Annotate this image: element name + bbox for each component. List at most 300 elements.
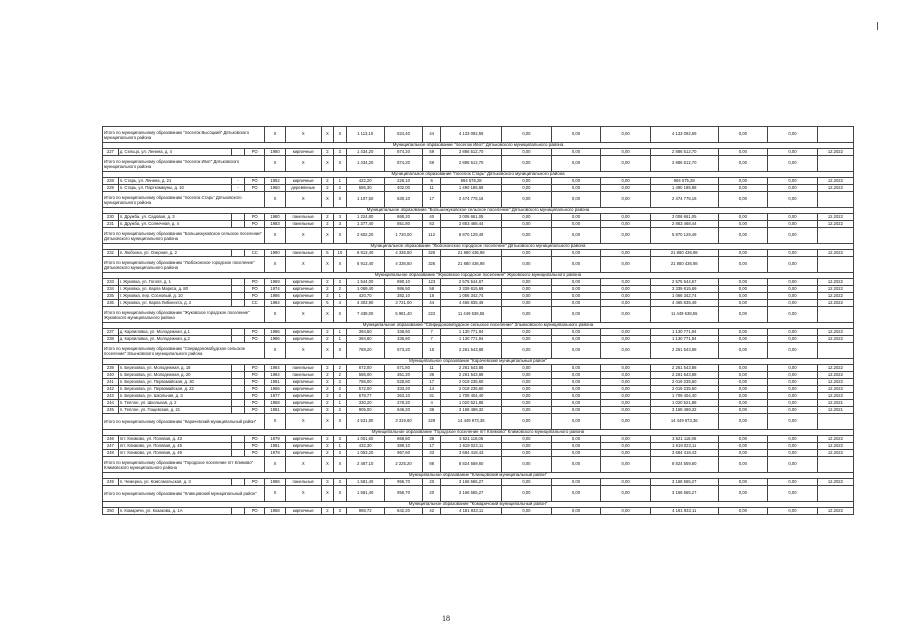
table-cell: 243 [103,393,119,400]
table-cell: X [265,343,285,359]
table-cell: 394,60 [346,336,384,343]
table-cell [231,336,245,343]
table-cell: 0,00 [768,450,818,457]
table-cell: 2 [321,279,333,286]
table-cell: 0,00 [601,365,651,372]
table-cell: 0,00 [601,372,651,379]
subtotal-label: Итого по муниципальному образованию "поселок Старь" Дятьковского муниципального района [103,192,265,208]
table-cell: 0,00 [768,443,818,450]
table-cell: РО [245,508,265,515]
table-cell: 956,70 [384,479,422,486]
table-cell: 1 130 771,94 [650,336,718,343]
table-cell: 3 339 815,69 [650,286,718,293]
table-cell: 7 [423,336,441,343]
table-cell: 3 166 565,27 [650,479,718,486]
table-row [103,250,854,257]
table-cell: 240 [103,372,119,379]
table-cell: 3 [334,214,346,221]
table-cell: РО [245,436,265,443]
table-cell: 2 [334,393,346,400]
table-cell: 0,00 [551,336,601,343]
table-cell: 1981 [265,443,285,450]
table-cell: 1986 [265,479,285,486]
table-cell: 0,00 [768,185,818,192]
table-cell: 874,20 [384,149,422,156]
table-cell: 1 377,40 [346,221,384,228]
table-cell: 2 602,20 [346,228,384,244]
table-cell: X [321,257,333,273]
table-cell: 1978 [265,450,285,457]
table-cell: 1 490 185,88 [441,185,502,192]
table-cell: РО [245,279,265,286]
table-cell: 0,00 [502,393,552,400]
table-cell: 3 006 661,05 [650,214,718,221]
table-cell: кирпичные [285,293,321,300]
table-cell: 0,00 [502,250,552,257]
address-cell: пгт. Климово, ул. Полевая, д. 49 [118,450,231,457]
table-cell: 2 886 512,70 [441,149,502,156]
table-row [103,279,854,286]
table-cell: 2 019 235,60 [650,386,718,393]
table-cell: 0,00 [601,257,651,273]
table-cell: 12.2022 [817,221,853,228]
table-cell: 4 [334,300,346,307]
table-cell: 0,00 [502,293,552,300]
table-cell: X [285,343,321,359]
subtotal-label: Итого по муниципальному образованию "Клинцовский муниципальный район" [103,486,265,502]
table-cell: 984 575,28 [441,178,502,185]
table-cell: 0,00 [502,257,552,273]
table-cell [231,450,245,457]
table-cell: панельные [285,372,321,379]
table-cell: 0,00 [601,400,651,407]
address-cell: п. Березовка, ул. Первомайская, д. 30 [118,379,231,386]
section-title: Муниципальное образование "Жуковское городское поселение" Жуковского муниципального района [103,273,854,279]
table-cell: 678,77 [346,393,384,400]
table-cell [231,479,245,486]
table-cell: 956,70 [384,486,422,502]
table-cell: X [285,307,321,323]
table-cell: 0,00 [768,479,818,486]
table-cell: 0,00 [502,156,552,172]
address-cell: д. Карпиловка, ул. Молодежная, д.1 [118,329,231,336]
table-row [103,293,854,300]
table-cell: 786,00 [346,379,384,386]
table-cell: 1958 [265,508,285,515]
table-cell: 0,00 [768,386,818,393]
table-cell: 0,00 [601,214,651,221]
table-cell: 2 [321,450,333,457]
table-cell: 241 [103,379,119,386]
table-cell: 2 [334,407,346,414]
table-cell: 2 [321,185,333,192]
table-cell: 0,00 [601,508,651,515]
table-cell: 0,00 [718,221,768,228]
table-row [103,407,854,414]
address-cell: п. Чемерна, ул. Комсомольская, д. 3 [118,479,231,486]
table-cell: 2 261 543,88 [441,372,502,379]
table-cell: 10 [334,250,346,257]
table-cell: 0,00 [601,178,651,185]
table-cell: 0,00 [601,479,651,486]
table-cell [817,307,853,323]
table-cell: 0,00 [768,400,818,407]
address-cell: п. Старь, ул. Ленина, д. 21 [118,178,231,185]
table-cell: 4 133 092,59 [650,127,718,143]
table-cell [231,293,245,300]
table-cell: 0,00 [551,185,601,192]
table-cell: кирпичные [285,436,321,443]
table-cell: 2 [321,293,333,300]
table-cell: 3 339 815,69 [441,286,502,293]
table-cell: 5 870 129,49 [650,228,718,244]
table-cell: 673,20 [384,343,422,359]
table-cell: 1974 [265,286,285,293]
table-cell: 8 824 559,60 [441,457,502,473]
table-cell: 1979 [265,436,285,443]
table-cell: 2 575 544,67 [441,279,502,286]
table-cell: 3 [334,450,346,457]
table-cell: кирпичные [285,300,321,307]
table-cell: 1952 [265,178,285,185]
table-cell: 4 303,90 [346,300,384,307]
table-cell: 986,50 [384,286,422,293]
table-cell: X [321,192,333,208]
table-cell: 2 [334,379,346,386]
table-cell [231,279,245,286]
table-cell [231,214,245,221]
table-cell: 2 [321,365,333,372]
table-cell: 0,00 [601,393,651,400]
section-title: Муниципальное образование "Городское поселение пгт Климово" Климовского муниципального района [103,430,854,436]
table-cell: 1 130 771,94 [441,336,502,343]
table-cell: 2 [321,400,333,407]
table-cell: 586,00 [346,372,384,379]
table-cell: 2 [321,386,333,393]
table-cell: 12.2022 [817,178,853,185]
table-cell: 0,00 [601,127,651,143]
table-cell: 88 [423,457,441,473]
table-cell: 0,00 [768,192,818,208]
table-cell: X [285,414,321,430]
table-cell [231,372,245,379]
table-cell: 12.2022 [817,279,853,286]
table-cell: 2 019 235,60 [650,379,718,386]
table-cell: 2 [334,372,346,379]
table-cell: 3 721,00 [384,300,422,307]
section-title: Муниципальное образование "Спиридоновобудское сельское поселение" Злынковского муниципального района [103,323,854,329]
table-cell: 0,00 [718,457,768,473]
table-cell: 0,00 [551,372,601,379]
section-title: Муниципальное образование "Клинцовский муниципальный район" [103,473,854,479]
table-cell: 2 [321,178,333,185]
address-cell: п. Березовка, ул. Школьная, д. 3 [118,393,231,400]
table-cell: 1 020 521,88 [650,400,718,407]
table-cell: 0,00 [718,156,768,172]
table-cell: 382,10 [384,293,422,300]
table-cell: 0,00 [718,343,768,359]
table-cell: 1990 [265,250,285,257]
table-cell: 0,00 [601,192,651,208]
section-title: Муниципальное образование "поселок Старь" Дятьковского муниципального района [103,172,854,178]
table-cell: 528,80 [384,379,422,386]
subtotal-label: Итого по муниципальному образованию "поселок Высоцкий" Дятьковского муниципального района [103,127,265,143]
table-cell: 3 166 565,27 [441,479,502,486]
table-cell: РО [245,372,265,379]
table-cell: 1 490 185,88 [650,185,718,192]
table-cell: 12.2021 [817,400,853,407]
table-cell: 0,00 [718,508,768,515]
table-cell [231,436,245,443]
table-cell: 20 [423,479,441,486]
table-cell: 0,00 [768,286,818,293]
table-cell: 12.2022 [817,300,853,307]
table-row [103,450,854,457]
table-cell: 2 261 543,88 [650,372,718,379]
table-cell: 2 487,10 [346,457,384,473]
table-cell: 0,00 [768,149,818,156]
subtotal-label: Итого по муниципальному образованию "Любохонское городское поселение" Дятьковского муниципального района [103,257,265,273]
table-cell: 336,60 [384,336,422,343]
table-cell: X [265,156,285,172]
table-cell: 0,00 [502,279,552,286]
table-cell: 4 181 933,11 [441,508,502,515]
table-cell: 422,20 [346,178,384,185]
table-cell [817,156,853,172]
table-cell: кирпичные [285,443,321,450]
subtotal-row [103,228,854,244]
table-cell: 21 880 436,98 [650,250,718,257]
table-cell: 0,00 [601,307,651,323]
table-cell: X [265,457,285,473]
table-cell: 12.2022 [817,149,853,156]
table-row [103,178,854,185]
table-cell: 0,00 [551,414,601,430]
table-cell: 0,00 [551,307,601,323]
section-title: Муниципальное образование "поселок Ивот" Дятьковского муниципального района [103,143,854,149]
table-cell: РО [245,379,265,386]
table-cell: 0,00 [601,407,651,414]
table-cell: панельные [285,214,321,221]
table-cell [817,228,853,244]
table-cell: 1 [334,329,346,336]
table-cell: 222 [423,307,441,323]
table-cell: 0,00 [768,414,818,430]
table-cell: 0,00 [502,127,552,143]
table-cell: 2 225,20 [384,457,422,473]
table-cell: 0,00 [601,329,651,336]
table-cell: 17 [423,443,441,450]
table-cell: 0,00 [502,386,552,393]
table-cell: 842,20 [384,508,422,515]
table-cell: 1 107,50 [346,192,384,208]
table-cell: X [285,257,321,273]
table-cell: 112 [423,228,441,244]
table-cell: 0,00 [502,343,552,359]
table-cell: 33 [423,450,441,457]
address-cell: п. Березовка, ул. Молодежная, д. 20 [118,372,231,379]
table-cell: 229 [423,414,441,430]
table-cell: 63 [423,221,441,228]
table-cell: 2 [321,221,333,228]
section-title: Муниципальное образование "Любохонское городское поселение" Дятьковского муниципального района [103,244,854,250]
table-cell: 0,00 [718,214,768,221]
table-cell: 1986 [265,329,285,336]
table-cell: 0,00 [551,457,601,473]
table-cell: РО [245,400,265,407]
table-cell: 250 [103,508,119,515]
table-row [103,300,854,307]
table-cell: 1 [334,293,346,300]
table-cell [817,192,853,208]
table-cell: 0,00 [551,214,601,221]
table-cell: 0,00 [502,329,552,336]
table-cell: 42 [423,508,441,515]
table-cell: X [265,486,285,502]
subtotal-row [103,486,854,502]
table-cell: 278,20 [384,400,422,407]
table-cell: 0,00 [601,300,651,307]
table-cell [231,407,245,414]
table-cell: 0,00 [718,279,768,286]
table-cell: 0,00 [502,192,552,208]
table-cell: 0,00 [502,365,552,372]
table-cell: 12.2022 [817,185,853,192]
table-cell: 12.2022 [817,386,853,393]
table-cell: 246 [103,436,119,443]
subtotal-row [103,343,854,359]
table-cell: 3 [334,436,346,443]
table-cell: 0,00 [718,386,768,393]
table-cell: 3 521 118,06 [441,436,502,443]
table-cell: 6 913,40 [346,250,384,257]
table-cell: 12.2022 [817,250,853,257]
section-title: Муниципальное образование "Большежуковское сельское поселение" Дятьковского муниципального района [103,208,854,214]
table-cell: 4 465 835,49 [650,300,718,307]
table-cell: 17 [423,192,441,208]
table-cell: РО [245,286,265,293]
table-cell: 5 870 129,49 [441,228,502,244]
table-cell: 2 474 775,16 [441,192,502,208]
table-cell: 0,00 [718,414,768,430]
table-cell: X [265,307,285,323]
table-cell: 0,00 [718,185,768,192]
table-cell: 1980 [265,214,285,221]
table-cell: 4 133 092,59 [441,127,502,143]
document-page [102,126,854,515]
table-cell [231,286,245,293]
address-cell: п. Березовка, ул. Первомайская, д. 22 [118,386,231,393]
table-cell: 333,20 [384,386,422,393]
table-cell: 238 [103,336,119,343]
table-cell: 0,00 [502,286,552,293]
table-cell: 12.2022 [817,479,853,486]
table-cell: 0,00 [601,436,651,443]
table-cell: 0,00 [601,486,651,502]
table-cell: 2 [321,286,333,293]
table-cell: РО [245,365,265,372]
table-cell: деревянные [285,185,321,192]
page-number: 18 [442,614,450,623]
table-cell: 0,00 [551,508,601,515]
table-cell: кирпичные [285,379,321,386]
table-cell: 2 [321,407,333,414]
table-cell: РО [245,329,265,336]
table-cell: 967,60 [384,450,422,457]
subtotal-label: Итого по муниципальному образованию "Спиридоновобудское сельское поселение" Злынковского муниципального района [103,343,265,359]
table-cell: 0,00 [718,149,768,156]
table-cell: 236 [103,300,119,307]
table-row [103,336,854,343]
table-row [103,149,854,156]
table-cell: 0,00 [601,221,651,228]
table-cell: 0,00 [551,386,601,393]
table-cell: 0,00 [551,393,601,400]
table-cell: РО [245,149,265,156]
table-cell: 1981 [265,379,285,386]
subtotal-row [103,257,854,273]
table-cell: 0,00 [718,178,768,185]
table-cell: РО [245,293,265,300]
table-cell: 2 863 468,44 [650,221,718,228]
table-cell: 4 336,50 [384,257,422,273]
table-cell: 2 [334,365,346,372]
table-cell: 0,00 [601,379,651,386]
table-cell: панельные [285,479,321,486]
table-cell: 0,00 [601,286,651,293]
table-cell: 3 166 565,27 [650,486,718,502]
table-row [103,365,854,372]
table-cell: 0,00 [502,185,552,192]
table-cell: X [285,192,321,208]
table-cell: 1969 [265,279,285,286]
table-cell: 905,00 [346,407,384,414]
table-cell: кирпичные [285,336,321,343]
table-cell: 624,40 [384,127,422,143]
section-title: Муниципальное образование "Карачевский муниципальный район" [103,359,854,365]
table-cell: кирпичные [285,400,321,407]
table-cell: 233 [103,279,119,286]
table-cell: 0,00 [768,221,818,228]
table-cell: кирпичные [285,178,321,185]
table-cell: 3 521 118,06 [650,436,718,443]
table-row [103,386,854,393]
table-cell: РО [245,386,265,393]
table-cell: 12.2022 [817,336,853,343]
table-cell: 15 [423,343,441,359]
table-cell: 1 [334,400,346,407]
table-cell: 571,80 [384,365,422,372]
table-cell: 0,00 [551,479,601,486]
table-cell: 0,00 [551,365,601,372]
table-cell: - [231,178,245,185]
address-cell: пгт. Климово, ул. Полевая, д. 45 [118,443,231,450]
table-cell: 3 158 489,32 [441,407,502,414]
table-cell: 2 886 512,70 [650,149,718,156]
table-cell: 38 [423,436,441,443]
table-row [103,286,854,293]
table-cell: 984 575,28 [650,178,718,185]
table-cell: 17 [423,379,441,386]
table-cell: 0,00 [502,300,552,307]
table-cell: 0,00 [768,300,818,307]
table-cell: кирпичные [285,279,321,286]
table-cell: 1984 [265,300,285,307]
table-row [103,443,854,450]
subtotal-row [103,156,854,172]
table-cell [817,486,853,502]
table-cell [231,400,245,407]
